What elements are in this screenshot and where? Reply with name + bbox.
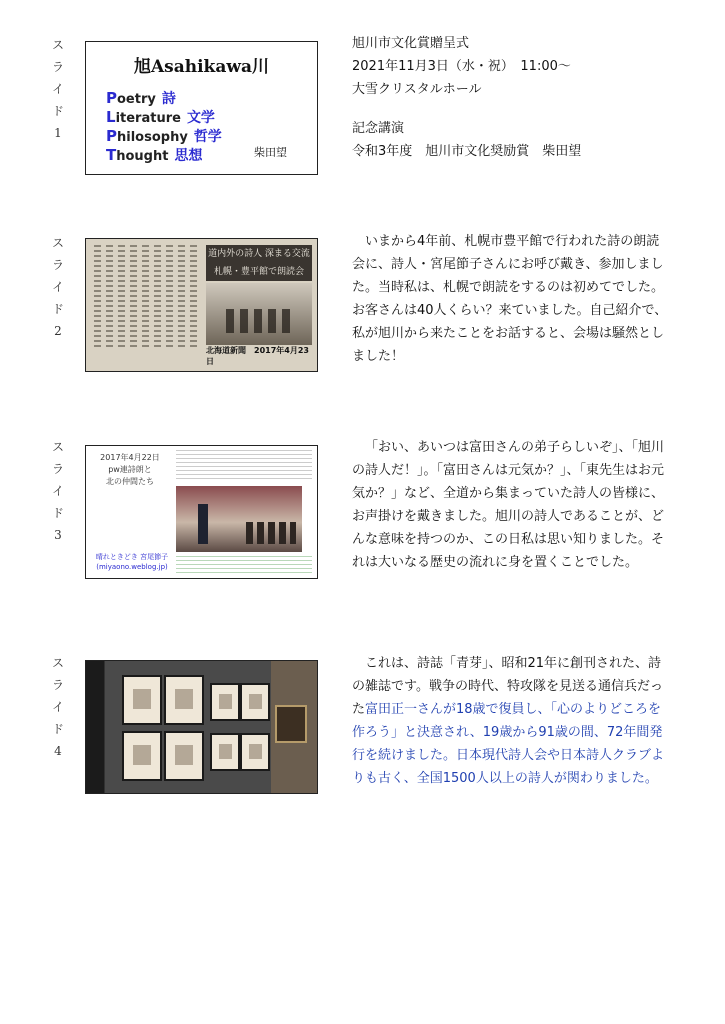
newspaper-clipping-image — [86, 239, 317, 371]
slide-3-reading-photo — [176, 486, 302, 552]
slide-1-poetry-line: Poetry 詩 — [106, 89, 176, 107]
slide-2-text: いまから4年前、札幌市豊平館で行われた詩の朗読会に、詩人・宮尾節子さんにお呼び戴き、参加しました。当時私は、札幌で朗読をするのは初めてでした。お客さんは40人くらい？来ていました。自己紹介で、私が旭川から来たことをお話すると、会場は騒然としました！ — [352, 234, 668, 364]
slide-3-text: 「おい、あいつは富田さんの弟子らしいぞ」、「旭川の詩人だ！」。「富田さんは元気か？」、「東先生はお元気か？」など、全道から集まっていた詩人の皆様に、お声掛けを戴きました。旭川の詩人であることが、どんな意味を持つのか、この日私は思い知りました。それは大いなる歴史の流れに身を置くことでした。 — [352, 440, 665, 570]
slide-4-text: これは、詩誌「青芽」、昭和21年に創刊された、詩の雑誌です。戦争の時代、特攻隊を見送る通信兵だった富田正一さんが18歳で復員し、「心のよりどころを作ろう」と決意され、19歳から91歳の間、72年間発行を続けました。日本現代詩人会や日本詩人クラブよりも古く、全国1500人以上の詩人が関わりました。 — [352, 656, 665, 786]
ceremony-date: 2021年11月3日（水・祝） 11:00〜 — [352, 59, 571, 74]
slide-3-event-title: 2017年4月22日 pw連詩朗と 北の仲間たち — [100, 453, 160, 486]
slide-thumbnail-3 — [85, 445, 318, 579]
newspaper-headline: 道内外の詩人 深まる交流 札幌・豊平館で朗読会 — [206, 245, 312, 281]
slide-1-title: 旭Asahikawa川 — [133, 57, 270, 77]
slide-label-1: ス ラ イ ド 1 — [51, 38, 64, 140]
newspaper-caption: 北海道新聞 2017年4月23日 — [206, 346, 309, 366]
slide-thumbnail-4 — [85, 660, 318, 794]
slide-label-3: ス ラ イ ド 3 — [51, 440, 64, 542]
slide-3-blog-text-lower — [176, 556, 312, 574]
slide-label-2: ス ラ イ ド 2 — [51, 236, 64, 338]
slide-1-text — [352, 32, 672, 163]
slide-1-thought-line: Thought 思想 — [106, 146, 203, 164]
lecture-heading: 記念講演 — [352, 121, 405, 136]
slide-1-author: 柴田望 — [254, 146, 287, 159]
slide-label-4: ス ラ イ ド 4 — [51, 656, 64, 758]
slide-3-blog-text — [176, 450, 312, 480]
slide-thumbnail-2 — [85, 238, 318, 372]
ceremony-venue: 大雪クリスタルホール — [352, 82, 482, 97]
lecture-award: 令和3年度 旭川市文化奨励賞 柴田望 — [352, 144, 582, 159]
slide-1-philosophy-line: Philosophy 哲学 — [106, 127, 222, 145]
highlighted-passage: 富田正一さんが18歳で復員し、「心のよりどころを作ろう」と決意され、19歳から91歳の間、72年間発行を続けました。日本現代詩人会や日本詩人クラブよりも古く、全国1500人以上の詩人が関わりました。 — [352, 702, 665, 786]
slide-3-blog-footer: 晴れときどき 宮尾節子 (miyaono.weblog.jp) — [95, 553, 169, 571]
newspaper-photo — [206, 283, 312, 345]
slide-1-literature-line: Literature 文学 — [106, 108, 215, 126]
slide-thumbnail-1 — [85, 41, 318, 175]
wall-framed-picture — [275, 705, 307, 743]
ceremony-title: 旭川市文化賞贈呈式 — [352, 36, 470, 51]
